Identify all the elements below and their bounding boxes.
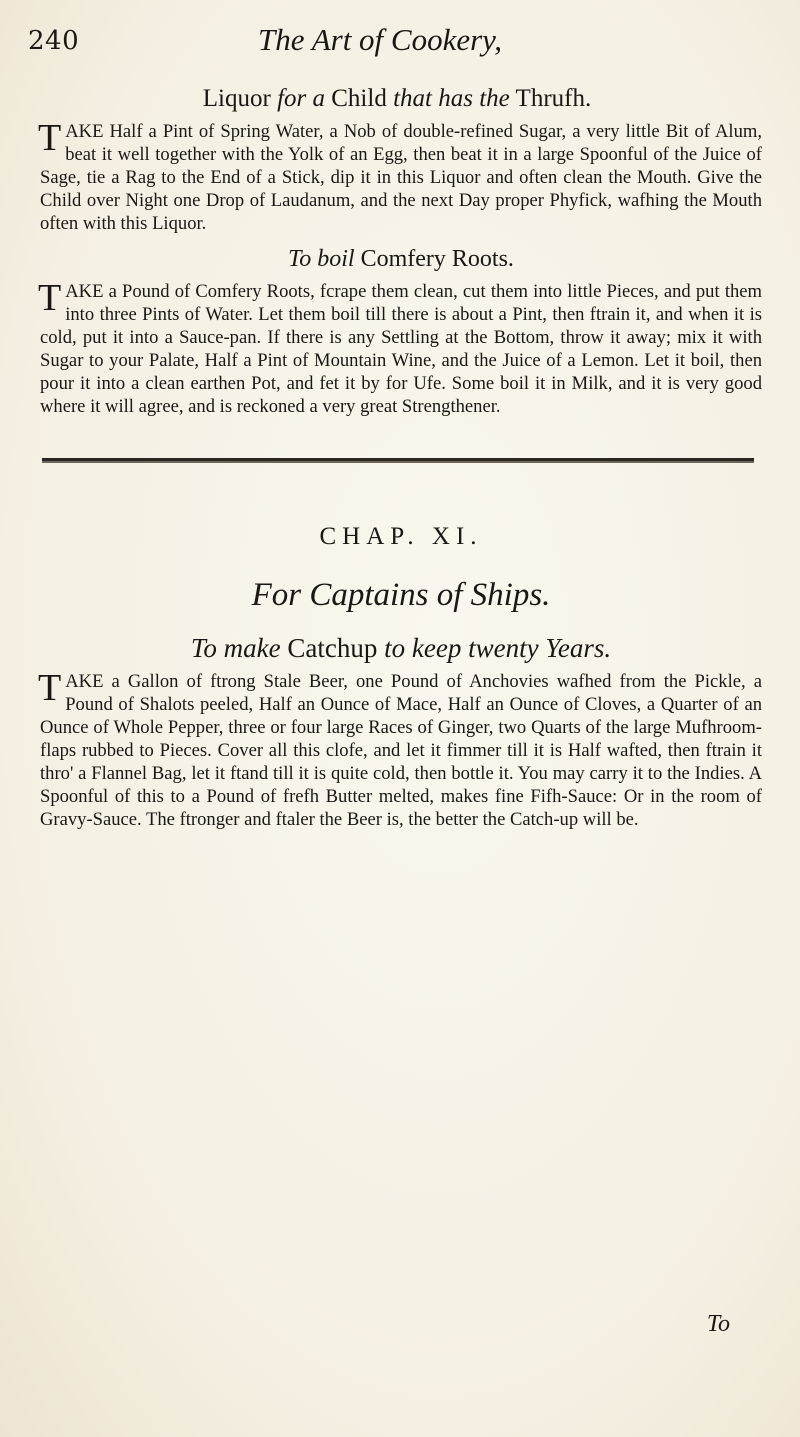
recipe-text-catchup: TAKE a Gallon of ftrong Stale Beer, one Pound of Anchovies wafhed from the Pickle, a Pound of Shalots peeled, Half an Ounce of Mace, Half an Ounce of Cloves, a Quarter of an Ounce of Whole Pepper, three or four large Races of Ginger, two Quarts of the large Mufhroom-flaps rubbed to Pieces. Cover all this clofe, and let it fimmer till it is Half wafted, then ftrain it thro' a Flannel Bag, let it ftand till it is quite cold, then bottle it. You may carry it to the Indies. A Spoonful of this to a Pound of frefh Butter melted, makes fine Fifh-Sauce: Or in the room of Gravy-Sauce. The ftronger and ftaler the Beer is, the better the Catch-up will be. bbox=[38, 667, 762, 831]
title-word: Liquor bbox=[202, 85, 278, 112]
title-italic: to keep twenty Years. bbox=[384, 632, 612, 663]
page-content bbox=[40, 84, 762, 831]
title-italic: To boil bbox=[288, 246, 355, 272]
recipe-title-catchup bbox=[40, 632, 762, 664]
catchword: To bbox=[706, 1311, 730, 1337]
section-divider bbox=[42, 458, 754, 463]
recipe-text-comfery-roots: TAKE a Pound of Comfery Roots, fcrape them clean, cut them into little Pieces, and put them into three Pints of Water. Let them boil till there is about a Pint, then ftrain it, and when it is cold, put it into a Sauce-pan. If there is any Settling at the Bottom, throw it away; mix it with Sugar to your Palate, Half a Pint of Mountain Wine, and the Juice of a Lemon. Let it boil, then pour it into a clean earthen Pot, and fet it by for Ufe. Some boil it in Milk, and it is very good where it will agree, and is reckoned a very great Strengthener. bbox=[38, 276, 762, 417]
chapter-title: For Captains of Ships. bbox=[251, 576, 551, 613]
title-word: Catchup bbox=[280, 632, 385, 663]
title-italic: that has the bbox=[393, 85, 510, 112]
running-title: The Art of Cookery, bbox=[258, 22, 502, 57]
recipe-title-thrush-liquor bbox=[32, 84, 762, 114]
chapter-heading: CHAP. XI. bbox=[319, 522, 483, 550]
title-word: Child bbox=[325, 85, 394, 112]
title-italic: for a bbox=[277, 85, 325, 112]
running-head bbox=[28, 22, 760, 66]
title-word: Thrufh. bbox=[509, 85, 592, 112]
page-number: 240 bbox=[28, 26, 80, 56]
title-italic: To make bbox=[190, 632, 281, 663]
recipe-text-thrush-liquor: TAKE Half a Pint of Spring Water, a Nob of double-refined Sugar, a very little Bit of Alum, beat it well together with the Yolk of an Egg, then beat it in a large Spoonful of the Juice of Sage, tie a Rag to the End of a Stick, dip it in this Liquor and often clean the Mouth. Give the Child over Night one Drop of Laudanum, and the next Day proper Phyfick, wafhing the Mouth often with this Liquor. bbox=[38, 117, 762, 234]
recipe-title-comfery-roots bbox=[40, 245, 762, 274]
title-word: Comfery Roots. bbox=[354, 246, 514, 272]
